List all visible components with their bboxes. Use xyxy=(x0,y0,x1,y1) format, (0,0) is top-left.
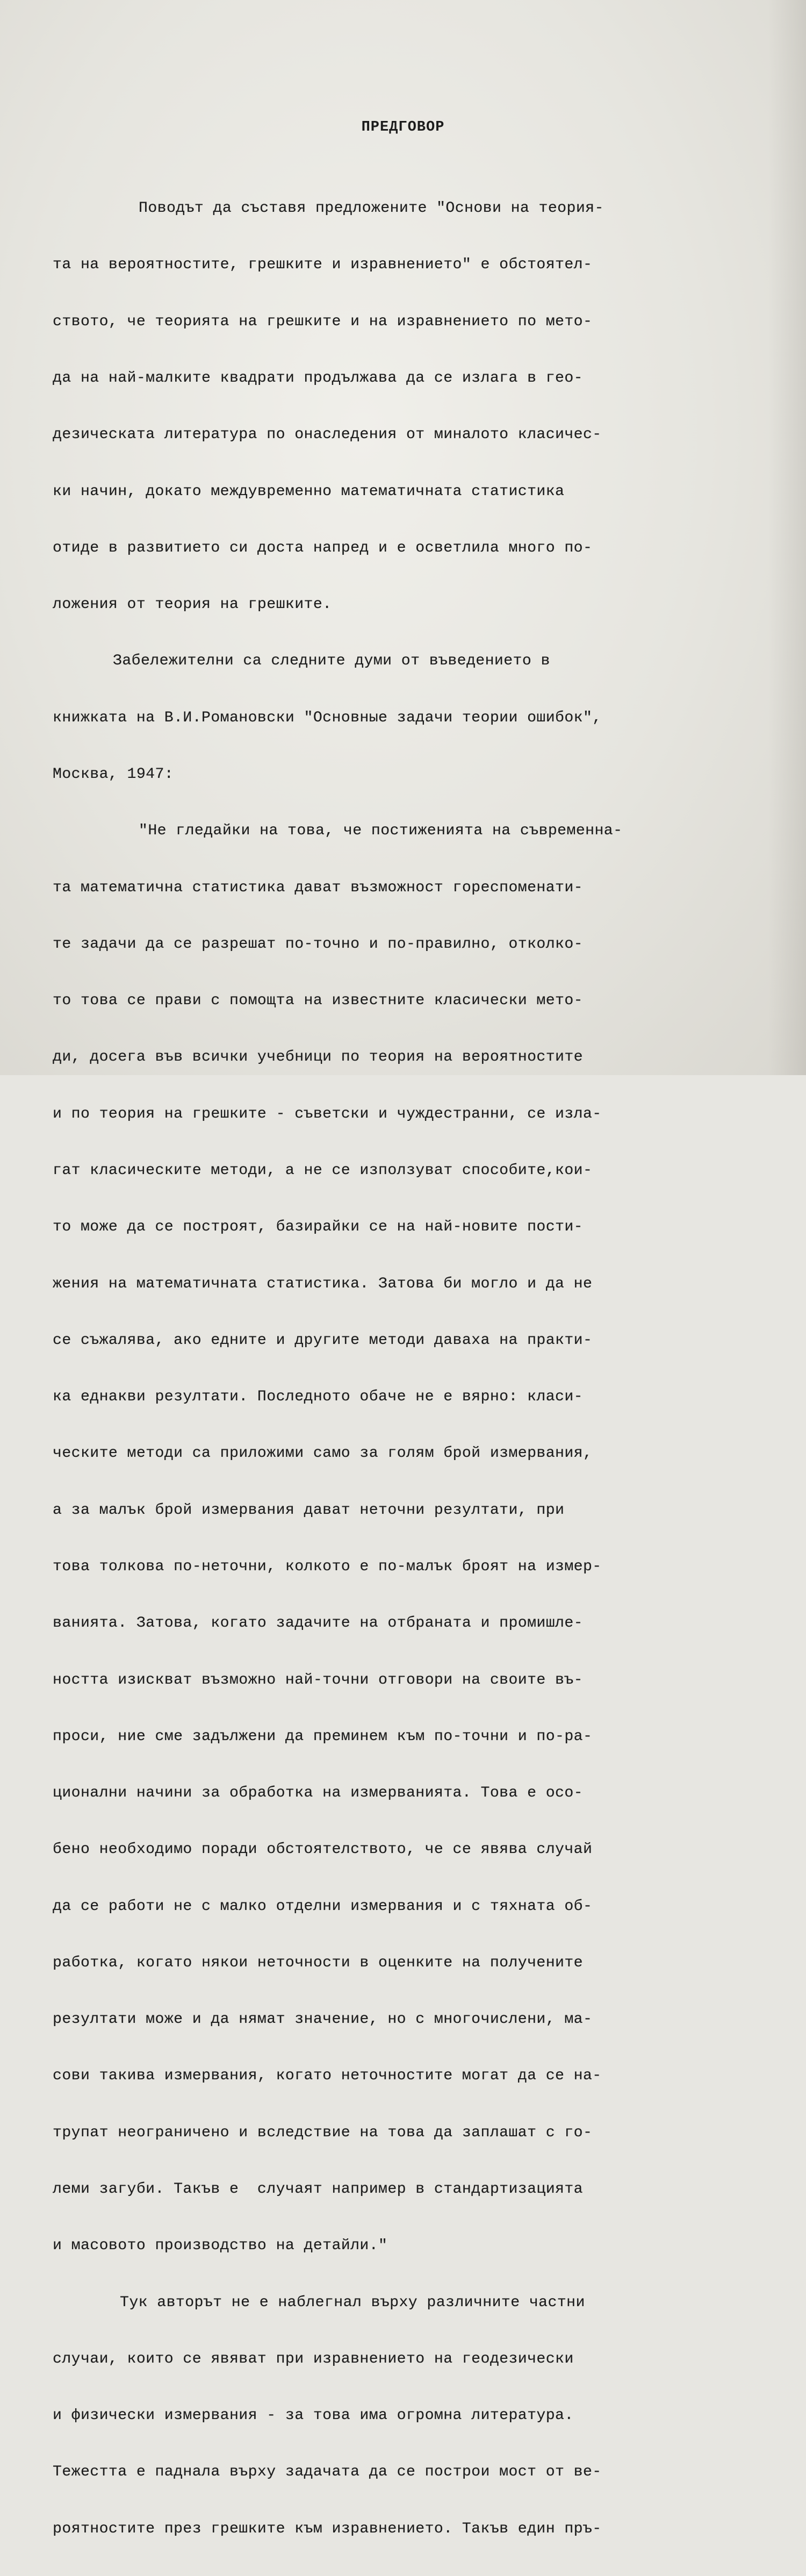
text-line: та математична статистика дават възможност гореспоменати- xyxy=(53,879,583,896)
text-line: се съжалява, ако едните и другите методи даваха на практи- xyxy=(53,1332,593,1349)
page-edge-shadow xyxy=(768,0,806,1075)
text-line: ността изискват възможно най-точни отговори на своите въ- xyxy=(53,1671,583,1688)
text-line: жения на математичната статистика. Затова би могло и да не xyxy=(53,1275,593,1292)
text-line: и масовото производство на детайли." xyxy=(53,2237,388,2255)
text-line: случаи, които се явяват при изравнението на геодезически xyxy=(53,2350,574,2367)
text-line: ложения от теория на грешките. xyxy=(53,596,332,613)
text-line: Тежестта е паднала върху задачата да се построи мост от ве- xyxy=(53,2464,602,2481)
text-line: гат класическите методи, а не се използуват способите,кои- xyxy=(53,1162,593,1179)
text-line: дезическата литература по онаследения от миналото класичес- xyxy=(53,426,602,443)
text-line: отиде в развитието си доста напред и е осветлила много по- xyxy=(53,539,593,556)
text-line: книжката на В.И.Романовски "Основные задачи теории ошибок", xyxy=(53,709,602,726)
text-line: ческите методи са приложими само за голям брой измервания, xyxy=(53,1445,593,1462)
text-line: то това се прави с помощта на известните класически мето- xyxy=(53,992,583,1010)
text-line: ди, досега във всички учебници по теория на вероятностите xyxy=(53,1049,583,1066)
text-line: да се работи не с малко отделни измервания и с тяхната об- xyxy=(53,1898,593,1915)
text-line: ка еднакви резултати. Последното обаче не е вярно: класи- xyxy=(53,1389,583,1406)
text-line: то може да се построят, базирайки се на най-новите пости- xyxy=(53,1219,583,1236)
text-line: Москва, 1947: xyxy=(53,766,174,783)
text-line: Поводът да съставя предложените "Основи на теория- xyxy=(139,200,604,217)
text-line: това толкова по-неточни, колкото е по-малък броят на измер- xyxy=(53,1558,602,1575)
text-line: та на вероятностите, грешките и изравнението" е обстоятел- xyxy=(53,256,593,274)
text-line: сови такива измервания, когато неточностите могат да се на- xyxy=(53,2067,602,2085)
text-line: трупат неограничено и вследствие на това да заплашат с го- xyxy=(53,2124,593,2141)
text-line: ционални начини за обработка на измерванията. Това е осо- xyxy=(53,1785,583,1802)
text-line: ството, че теорията на грешките и на изравнението по мето- xyxy=(53,313,593,330)
text-line: и по теория на грешките - съветски и чуждестранни, се изла- xyxy=(53,1105,602,1122)
text-line: и физически измервания - за това има огромна литература. xyxy=(53,2407,574,2424)
text-line: леми загуби. Такъв е случаят например в стандартизацията xyxy=(53,2181,583,2198)
text-line: а за малък брой измервания дават неточни резултати, при xyxy=(53,1501,565,1519)
text-line: те задачи да се разрешат по-точно и по-правилно, отколко- xyxy=(53,935,583,953)
text-line: работка, когато някои неточности в оценките на получените xyxy=(53,1954,583,1971)
page-title: ПРЕДГОВОР xyxy=(361,119,445,135)
text-line: ванията. Затова, когато задачите на отбраната и промишле- xyxy=(53,1615,583,1632)
text-line: ки начин, докато междувременно математичната статистика xyxy=(53,483,565,500)
text-line: да на най-малките квадрати продължава да се излага в гео- xyxy=(53,370,583,387)
text-line: Забележителни са следните думи от въведението в xyxy=(113,653,550,670)
text-line: "Не гледайки на това, че постиженията на съвременна- xyxy=(139,822,623,840)
text-line: резултати може и да нямат значение, но с многочислени, ма- xyxy=(53,2011,593,2028)
text-line: бено необходимо поради обстоятелството, че се явява случай xyxy=(53,1841,593,1858)
text-line: роятностите през грешките към изравнението. Такъв един пръ- xyxy=(53,2520,602,2537)
text-line: проси, ние сме задължени да преминем към по-точни и по-ра- xyxy=(53,1728,593,1745)
text-line: Тук авторът не е наблегнал върху различните частни xyxy=(120,2294,585,2311)
body-text xyxy=(53,161,751,2576)
